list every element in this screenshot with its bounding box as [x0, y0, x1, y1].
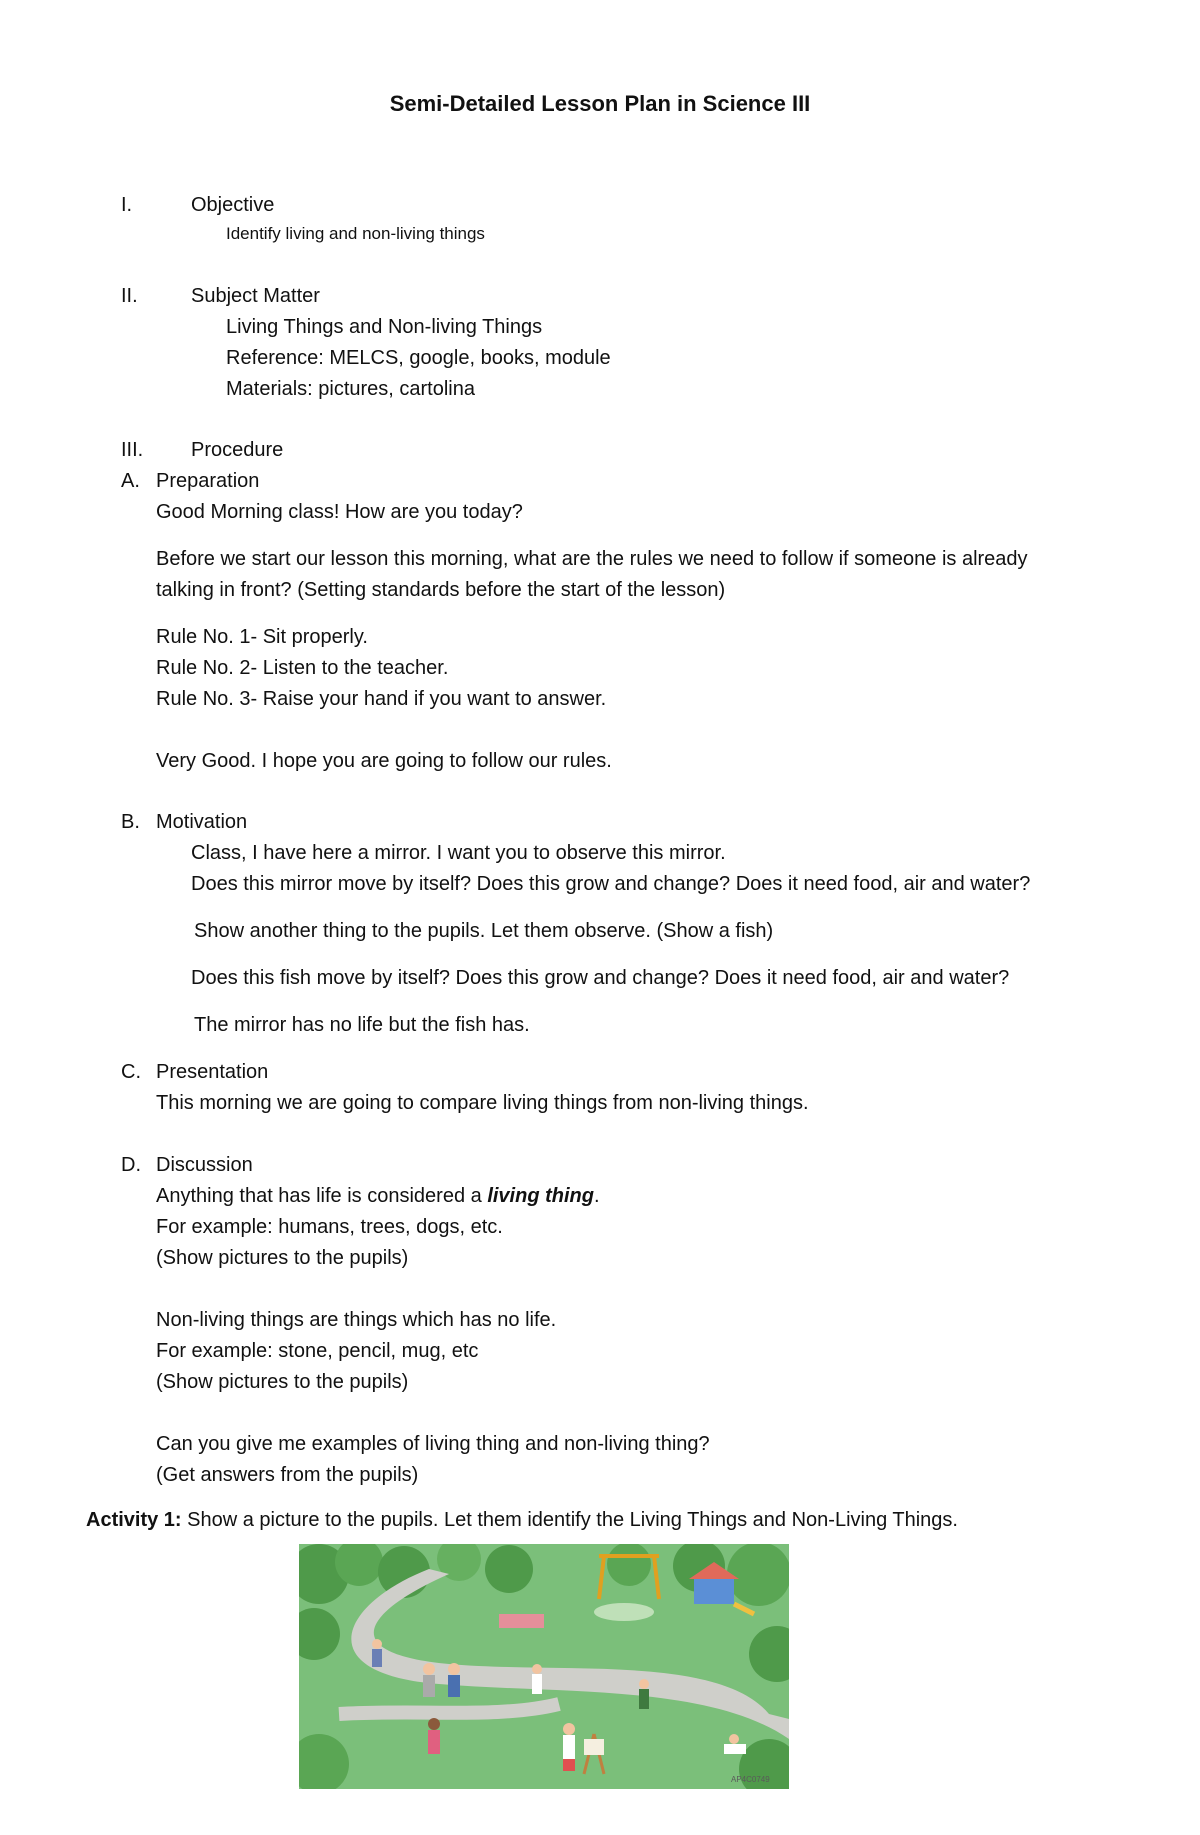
activity-label: Activity 1: [86, 1509, 182, 1531]
preparation-heading: Preparation [156, 470, 260, 492]
preparation-question-line1: Before we start our lesson this morning, what are the rules we need to follow if someone is already [156, 548, 1028, 570]
person-body [563, 1735, 575, 1759]
subject-matter-materials: Materials: pictures, cartolina [226, 378, 475, 400]
motivation-letter: B. [121, 811, 140, 833]
preparation-letter: A. [121, 470, 140, 492]
rule-2: Rule No. 2- Listen to the teacher. [156, 657, 449, 679]
presentation-text: This morning we are going to compare living things from non-living things. [156, 1092, 809, 1114]
discussion-heading: Discussion [156, 1154, 253, 1176]
tree [485, 1545, 533, 1593]
park-illustration [299, 1544, 789, 1789]
motivation-line-5: The mirror has no life but the fish has. [194, 1014, 530, 1036]
park-illustration-svg [299, 1544, 789, 1789]
discussion-line-5: (Show pictures to the pupils) [156, 1371, 409, 1393]
person-head [423, 1663, 435, 1675]
discussion-line-3: Non-living things are things which has no life. [156, 1309, 557, 1331]
subject-matter-reference: Reference: MELCS, google, books, module [226, 347, 611, 369]
person-head [563, 1723, 575, 1735]
rule-3: Rule No. 3- Raise your hand if you want to answer. [156, 688, 607, 710]
play-house [694, 1579, 734, 1604]
person-head [372, 1639, 382, 1649]
sandpit [594, 1603, 654, 1621]
person-head [428, 1718, 440, 1730]
activity-text: Show a picture to the pupils. Let them identify the Living Things and Non-Living Things. [181, 1509, 958, 1531]
person-head [532, 1664, 542, 1674]
living-definition-prefix: Anything that has life is considered a [156, 1185, 488, 1207]
discussion-line-1: For example: humans, trees, dogs, etc. [156, 1216, 503, 1238]
procedure-heading: Procedure [191, 439, 284, 461]
preparation-question-line2: talking in front? (Setting standards before the start of the lesson) [156, 579, 726, 601]
person-body [448, 1675, 460, 1697]
person-body [724, 1744, 746, 1754]
motivation-line-2: Does this mirror move by itself? Does this grow and change? Does it need food, air and water? [191, 873, 1031, 895]
motivation-line-1: Class, I have here a mirror. I want you to observe this mirror. [191, 842, 726, 864]
motivation-line-4: Does this fish move by itself? Does this grow and change? Does it need food, air and water? [191, 967, 1010, 989]
procedure-numeral: III. [121, 439, 144, 461]
preparation-closing: Very Good. I hope you are going to follow our rules. [156, 750, 612, 772]
subject-matter-topic: Living Things and Non-living Things [226, 316, 543, 338]
person-body [428, 1730, 440, 1754]
picnic-blanket [499, 1614, 544, 1628]
motivation-heading: Motivation [156, 811, 248, 833]
discussion-line-6: Can you give me examples of living thing and non-living thing? [156, 1433, 710, 1455]
person-body [532, 1674, 542, 1694]
presentation-heading: Presentation [156, 1061, 269, 1083]
person-head [639, 1679, 649, 1689]
discussion-line-7: (Get answers from the pupils) [156, 1464, 419, 1486]
discussion-letter: D. [121, 1154, 141, 1176]
person-body [423, 1675, 435, 1697]
objective-heading: Objective [191, 194, 275, 216]
subject-matter-numeral: II. [121, 285, 138, 307]
living-thing-term: living thing [487, 1185, 594, 1207]
image-caption: AP4C0749 [731, 1775, 770, 1784]
person-legs [563, 1759, 575, 1771]
person-body [372, 1649, 382, 1667]
objective-numeral: I. [121, 194, 133, 216]
rule-1: Rule No. 1- Sit properly. [156, 626, 368, 648]
tree [607, 1544, 651, 1586]
objective-text: Identify living and non-living things [226, 224, 485, 243]
person-body [639, 1689, 649, 1709]
easel-canvas [584, 1739, 604, 1755]
discussion-line-2: (Show pictures to the pupils) [156, 1247, 409, 1269]
preparation-greeting: Good Morning class! How are you today? [156, 501, 523, 523]
page-title: Semi-Detailed Lesson Plan in Science III [389, 91, 811, 116]
discussion-line-4: For example: stone, pencil, mug, etc [156, 1340, 479, 1362]
motivation-line-3: Show another thing to the pupils. Let them observe. (Show a fish) [194, 920, 774, 942]
living-definition-suffix: . [593, 1185, 600, 1207]
person-head [729, 1734, 739, 1744]
presentation-letter: C. [121, 1061, 141, 1083]
discussion-living-definition [156, 1184, 600, 1208]
person-head [448, 1663, 460, 1675]
subject-matter-heading: Subject Matter [191, 285, 320, 307]
activity-instruction [86, 1508, 958, 1532]
